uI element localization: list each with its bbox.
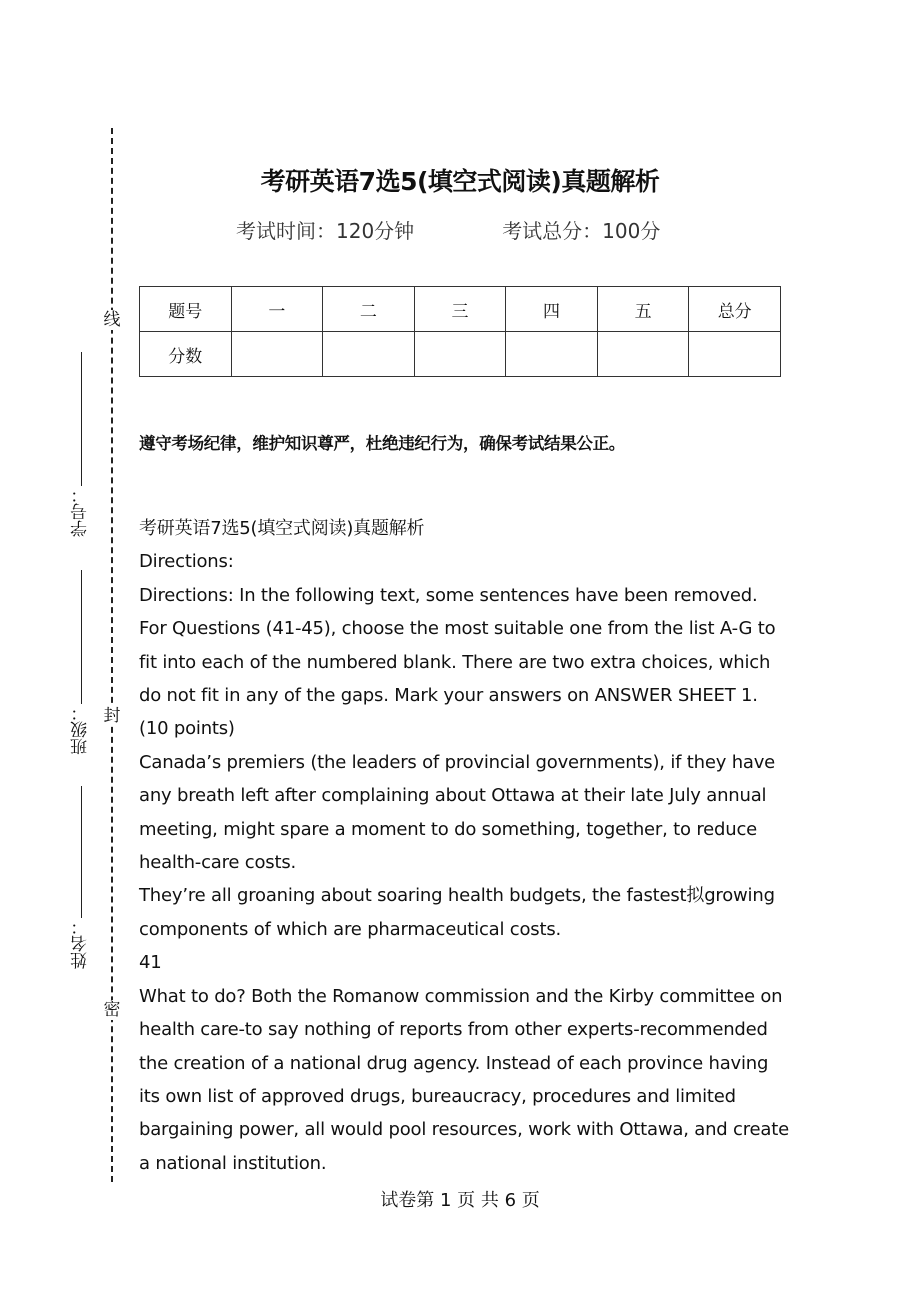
score-cell[interactable] [323, 332, 415, 377]
score-cell[interactable] [689, 332, 781, 377]
score-header-cell: 三 [414, 287, 506, 332]
score-cell[interactable] [597, 332, 689, 377]
score-header-cell: 题号 [140, 287, 232, 332]
page-title: 考研英语7选5(填空式阅读)真题解析 [260, 167, 660, 196]
score-row-label: 分数 [140, 332, 232, 377]
score-table-score-row [140, 332, 781, 377]
score-table [139, 286, 781, 377]
name-label: 姓名： [71, 918, 91, 969]
passage-heading: 考研英语7选5(填空式阅读)真题解析 [139, 518, 425, 539]
passage-paragraph: Canada’s premiers (the leaders of provincial governments), if they have any breath left after complaining about Ottawa at their late July annual meeting, might spare a moment to do something, together, to reduce health-care costs. [139, 751, 776, 874]
score-header-cell: 二 [323, 287, 415, 332]
score-header-cell: 四 [506, 287, 598, 332]
exam-notice: 遵守考场纪律，维护知识尊严，杜绝违纪行为，确保考试结果公正。 [139, 434, 626, 453]
student-id-blank [81, 352, 82, 486]
directions-text: Directions: In the following text, some sentences have been removed. For Questions (41-45), choose the most suitable one from the list A-G to fit into each of the numbered blank. There are two extra choices, which do not fit in any of the gaps. Mark your answers on ANSWER SHEET 1. (10 points) [139, 584, 776, 740]
class-label: 班级： [71, 704, 91, 755]
binding-char-feng: 封 [103, 706, 121, 726]
score-cell[interactable] [506, 332, 598, 377]
binding-char-mi: 密 [103, 1000, 121, 1020]
name-blank [81, 786, 82, 918]
name-field [72, 782, 90, 969]
passage-paragraph: What to do? Both the Romanow commission and the Kirby committee on health care-to say nothing of reports from other experts-recommended the creation of a national drug agency. Instead of each province having its own list of approved drugs, bureaucracy, procedures and limited bargaining power, all would pool resources, work with Ottawa, and create a national institution. [139, 985, 789, 1174]
exam-info [236, 215, 696, 244]
exam-total-score: 考试总分：100分 [502, 219, 661, 243]
directions-label: Directions: [139, 551, 234, 573]
score-header-cell: 五 [597, 287, 689, 332]
class-field [72, 566, 90, 755]
class-blank [81, 570, 82, 704]
score-table-header-row [140, 287, 781, 332]
page-footer: 试卷第 1 页 共 6 页 [380, 1190, 540, 1211]
score-cell[interactable] [414, 332, 506, 377]
student-id-label: 学号： [71, 486, 91, 537]
question-number: 41 [139, 952, 162, 974]
passage-paragraph: They’re all groaning about soaring health budgets, the fastest拟growing components of which are pharmaceutical costs. [139, 885, 775, 940]
binding-char-xian: 线 [103, 310, 121, 330]
exam-time: 考试时间：120分钟 [236, 219, 415, 243]
score-header-cell: 总分 [689, 287, 781, 332]
binding-dashed-line [111, 128, 113, 1182]
passage [139, 512, 789, 1180]
student-id-field [72, 348, 90, 537]
score-cell[interactable] [231, 332, 323, 377]
score-header-cell: 一 [231, 287, 323, 332]
